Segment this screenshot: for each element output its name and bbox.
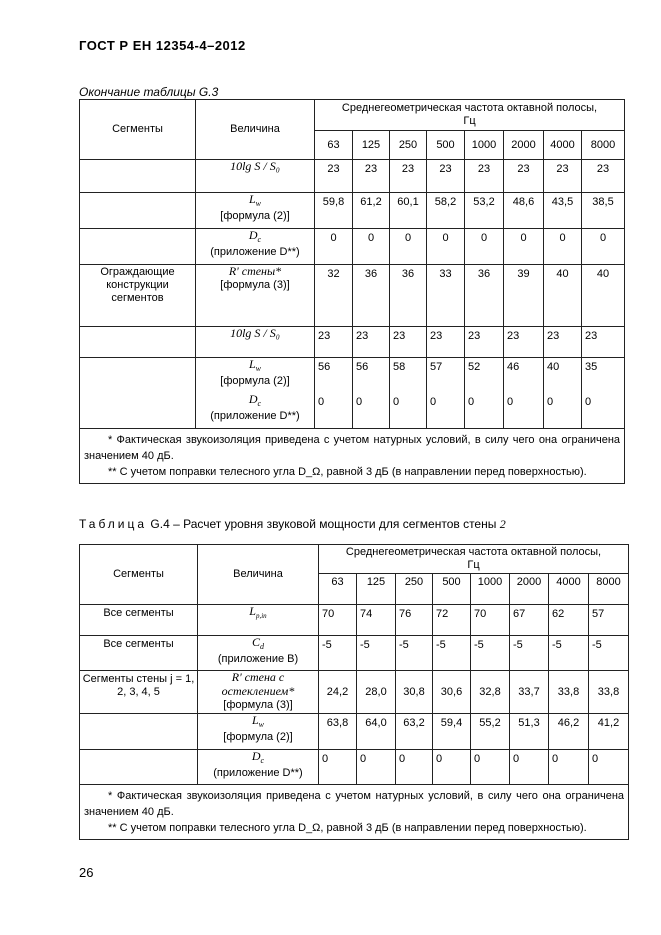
quantity-cell: [198, 714, 319, 750]
value-cell: 0: [465, 393, 504, 429]
col-segments-header: Сегменты: [80, 100, 196, 160]
table-row: [80, 229, 625, 265]
freq-cell: 125: [357, 574, 396, 605]
value-cell: 24,2: [319, 671, 357, 714]
value-cell: 59,4: [433, 714, 471, 750]
quantity-subscript: w: [255, 199, 262, 209]
quantity-note: [формула (2)]: [220, 375, 290, 388]
value-cell: 0: [544, 393, 582, 429]
value-cell: 36: [353, 265, 390, 327]
value-cell: 28,0: [357, 671, 396, 714]
value-cell: 74: [357, 605, 396, 636]
value-cell: 60,1: [390, 193, 427, 229]
value-cell: 67: [510, 605, 549, 636]
value-cell: 51,3: [510, 714, 549, 750]
quantity-subscript: p,in: [255, 612, 267, 621]
value-cell: 63,8: [319, 714, 357, 750]
value-cell: 23: [504, 160, 544, 193]
value-cell: 23: [315, 160, 353, 193]
quantity-symbol: 10lg S / S₀: [230, 326, 280, 340]
value-cell: 38,5: [582, 193, 625, 229]
freq-cell: 500: [433, 574, 471, 605]
table-g3: [79, 99, 625, 484]
value-cell: 0: [353, 393, 390, 429]
col-segments-header: Сегменты: [80, 545, 198, 605]
quantity-symbol: D: [251, 749, 261, 763]
value-cell: 23: [504, 327, 544, 358]
value-cell: -5: [471, 636, 510, 671]
footnote-1: * Фактическая звукоизоляция приведена с учетом натурных условий, в силу чего она ограничена значением 40 дБ.: [84, 434, 621, 462]
page-number: 26: [79, 865, 94, 880]
segment-group-cell: [80, 265, 196, 327]
value-cell: 32,8: [471, 671, 510, 714]
value-cell: 36: [465, 265, 504, 327]
value-cell: 41,2: [589, 714, 629, 750]
value-cell: 58,2: [427, 193, 465, 229]
value-cell: 23: [465, 327, 504, 358]
value-cell: 23: [582, 327, 625, 358]
quantity-subscript: d: [260, 642, 264, 652]
value-cell: 0: [582, 229, 625, 265]
segment-cell: Все сегменты: [80, 636, 198, 671]
quantity-symbol: 10lg S / S₀: [230, 159, 280, 173]
quantity-cell: [198, 750, 319, 785]
quantity-symbol: R' стены*: [228, 264, 282, 278]
value-cell: 58: [390, 358, 427, 393]
freq-cell: 2000: [504, 131, 544, 160]
value-cell: 32: [315, 265, 353, 327]
value-cell: 0: [504, 229, 544, 265]
quantity-note: (приложение B): [217, 653, 299, 666]
segment-cell: [80, 750, 198, 785]
quantity-cell: [196, 327, 315, 358]
value-cell: 0: [471, 750, 510, 785]
freq-cell: 125: [353, 131, 390, 160]
value-cell: 62: [549, 605, 589, 636]
value-cell: 0: [504, 393, 544, 429]
value-cell: 0: [510, 750, 549, 785]
quantity-cell: [196, 393, 315, 429]
value-cell: 56: [353, 358, 390, 393]
value-cell: -5: [396, 636, 433, 671]
value-cell: 36: [390, 265, 427, 327]
quantity-cell: [198, 605, 319, 636]
value-cell: 57: [427, 358, 465, 393]
value-cell: 23: [427, 160, 465, 193]
segment-cell: [80, 358, 196, 429]
freq-cell: 250: [396, 574, 433, 605]
value-cell: 23: [427, 327, 465, 358]
caption-prefix: Таблица: [79, 517, 148, 531]
value-cell: 40: [544, 358, 582, 393]
value-cell: 76: [396, 605, 433, 636]
segment-cell: [80, 229, 196, 265]
freq-cell: 2000: [510, 574, 549, 605]
quantity-cell: [196, 358, 315, 393]
footnote-row: [80, 429, 625, 484]
table-g3-caption: Окончание таблицы G.3: [79, 85, 219, 99]
value-cell: 0: [353, 229, 390, 265]
value-cell: 46,2: [549, 714, 589, 750]
value-cell: 23: [390, 160, 427, 193]
segment-cell: Все сегменты: [80, 605, 198, 636]
col-quantity-header: Величина: [198, 545, 319, 605]
quantity-symbol: R' стена с остеклением*: [221, 670, 295, 698]
document-code-header: ГОСТ Р ЕН 12354-4–2012: [79, 38, 246, 53]
value-cell: 0: [315, 393, 353, 429]
segment-cell: [80, 160, 196, 193]
quantity-note: [формула (2)]: [220, 210, 290, 223]
value-cell: 70: [319, 605, 357, 636]
value-cell: 23: [353, 327, 390, 358]
quantity-cell: [196, 193, 315, 229]
value-cell: 55,2: [471, 714, 510, 750]
value-cell: 30,6: [433, 671, 471, 714]
footnote-2: ** С учетом поправки телесного угла D_Ω, равной 3 дБ (в направлении перед поверхностью).: [108, 822, 587, 834]
table-row: [80, 160, 625, 193]
value-cell: 64,0: [357, 714, 396, 750]
segment-cell: [80, 714, 198, 750]
value-cell: 70: [471, 605, 510, 636]
value-cell: 0: [396, 750, 433, 785]
value-cell: 59,8: [315, 193, 353, 229]
quantity-symbol: C: [251, 635, 260, 649]
freq-cell: 8000: [589, 574, 629, 605]
value-cell: 0: [390, 393, 427, 429]
table-row: [80, 605, 629, 636]
table-row: [80, 327, 625, 358]
quantity-symbol: L: [248, 192, 256, 206]
value-cell: 57: [589, 605, 629, 636]
table-row: [80, 358, 625, 393]
quantity-note: [формула (3)]: [220, 279, 290, 291]
value-cell: 23: [544, 160, 582, 193]
value-cell: 40: [544, 265, 582, 327]
freq-cell: 1000: [471, 574, 510, 605]
quantity-cell: [198, 636, 319, 671]
freq-header: Среднегеометрическая частота октавной полосы, Гц: [315, 100, 625, 131]
quantity-cell: [196, 265, 315, 327]
value-cell: 23: [390, 327, 427, 358]
quantity-symbol: D: [248, 228, 258, 242]
freq-cell: 250: [390, 131, 427, 160]
value-cell: 0: [315, 229, 353, 265]
value-cell: 53,2: [465, 193, 504, 229]
value-cell: -5: [357, 636, 396, 671]
quantity-cell: [196, 160, 315, 193]
quantity-note: (приложение D**): [210, 246, 300, 259]
col-quantity-header: Величина: [196, 100, 315, 160]
quantity-subscript: c: [257, 235, 262, 245]
quantity-subscript: c: [257, 398, 262, 408]
value-cell: 0: [357, 750, 396, 785]
segment-cell: [80, 327, 196, 358]
freq-cell: 63: [319, 574, 357, 605]
table-row: [80, 193, 625, 229]
value-cell: 48,6: [504, 193, 544, 229]
footnotes: [80, 785, 629, 840]
quantity-symbol: L: [248, 357, 256, 371]
footnote-1: * Фактическая звукоизоляция приведена с учетом натурных условий, в силу чего она ограничена значением 40 дБ.: [84, 790, 625, 818]
value-cell: 0: [549, 750, 589, 785]
value-cell: 52: [465, 358, 504, 393]
table-g4: [79, 544, 629, 840]
freq-cell: 4000: [544, 131, 582, 160]
value-cell: 0: [427, 393, 465, 429]
quantity-symbol: D: [248, 391, 258, 406]
footnotes: [80, 429, 625, 484]
freq-header: Среднегеометрическая частота октавной полосы, Гц: [319, 545, 629, 574]
value-cell: 33,8: [589, 671, 629, 714]
value-cell: 0: [427, 229, 465, 265]
table-row: [80, 671, 629, 714]
value-cell: 0: [390, 229, 427, 265]
value-cell: 46: [504, 358, 544, 393]
value-cell: 35: [582, 358, 625, 393]
caption-wall-number: 2: [499, 517, 506, 531]
freq-cell: 8000: [582, 131, 625, 160]
table-row: [80, 714, 629, 750]
value-cell: 23: [544, 327, 582, 358]
freq-cell: 500: [427, 131, 465, 160]
value-cell: 0: [433, 750, 471, 785]
value-cell: 33,8: [549, 671, 589, 714]
value-cell: 30,8: [396, 671, 433, 714]
quantity-subscript: c: [260, 756, 265, 766]
table-g4-caption: [79, 517, 506, 532]
value-cell: -5: [549, 636, 589, 671]
value-cell: 0: [465, 229, 504, 265]
freq-cell: 4000: [549, 574, 589, 605]
value-cell: 23: [353, 160, 390, 193]
freq-cell: 63: [315, 131, 353, 160]
quantity-note: (приложение D**): [210, 409, 300, 422]
value-cell: 0: [544, 229, 582, 265]
quantity-cell: [196, 229, 315, 265]
value-cell: 23: [465, 160, 504, 193]
segment-cell: Сегменты стены j = 1, 2, 3, 4, 5: [80, 671, 198, 714]
quantity-symbol: L: [249, 604, 256, 618]
value-cell: -5: [319, 636, 357, 671]
value-cell: 33,7: [510, 671, 549, 714]
value-cell: -5: [433, 636, 471, 671]
footnote-2: ** С учетом поправки телесного угла D_Ω, равной 3 дБ (в направлении перед поверхностью).: [108, 466, 587, 478]
value-cell: -5: [510, 636, 549, 671]
table-row: [80, 750, 629, 785]
quantity-cell: [198, 671, 319, 714]
table-row: [80, 265, 625, 327]
value-cell: 43,5: [544, 193, 582, 229]
value-cell: 63,2: [396, 714, 433, 750]
segment-cell: [80, 193, 196, 229]
value-cell: 61,2: [353, 193, 390, 229]
value-cell: -5: [589, 636, 629, 671]
value-cell: 23: [582, 160, 625, 193]
value-cell: 0: [319, 750, 357, 785]
value-cell: 0: [589, 750, 629, 785]
footnote-row: [80, 785, 629, 840]
freq-cell: 1000: [465, 131, 504, 160]
value-cell: 56: [315, 358, 353, 393]
quantity-note: [формула (3)]: [223, 699, 293, 711]
quantity-symbol: L: [251, 713, 259, 727]
segment-group-label: Ограждающие конструкции сегментов: [100, 266, 175, 304]
quantity-note: [формула (2)]: [223, 731, 293, 744]
value-cell: 33: [427, 265, 465, 327]
value-cell: 39: [504, 265, 544, 327]
value-cell: 72: [433, 605, 471, 636]
quantity-subscript: w: [258, 720, 265, 730]
value-cell: 0: [582, 393, 625, 429]
quantity-subscript: w: [255, 364, 262, 374]
value-cell: 23: [315, 327, 353, 358]
caption-text: G.4 – Расчет уровня звуковой мощности для сегментов стены: [150, 517, 497, 531]
table-row: [80, 636, 629, 671]
quantity-note: (приложение D**): [213, 767, 303, 780]
value-cell: 40: [582, 265, 625, 327]
